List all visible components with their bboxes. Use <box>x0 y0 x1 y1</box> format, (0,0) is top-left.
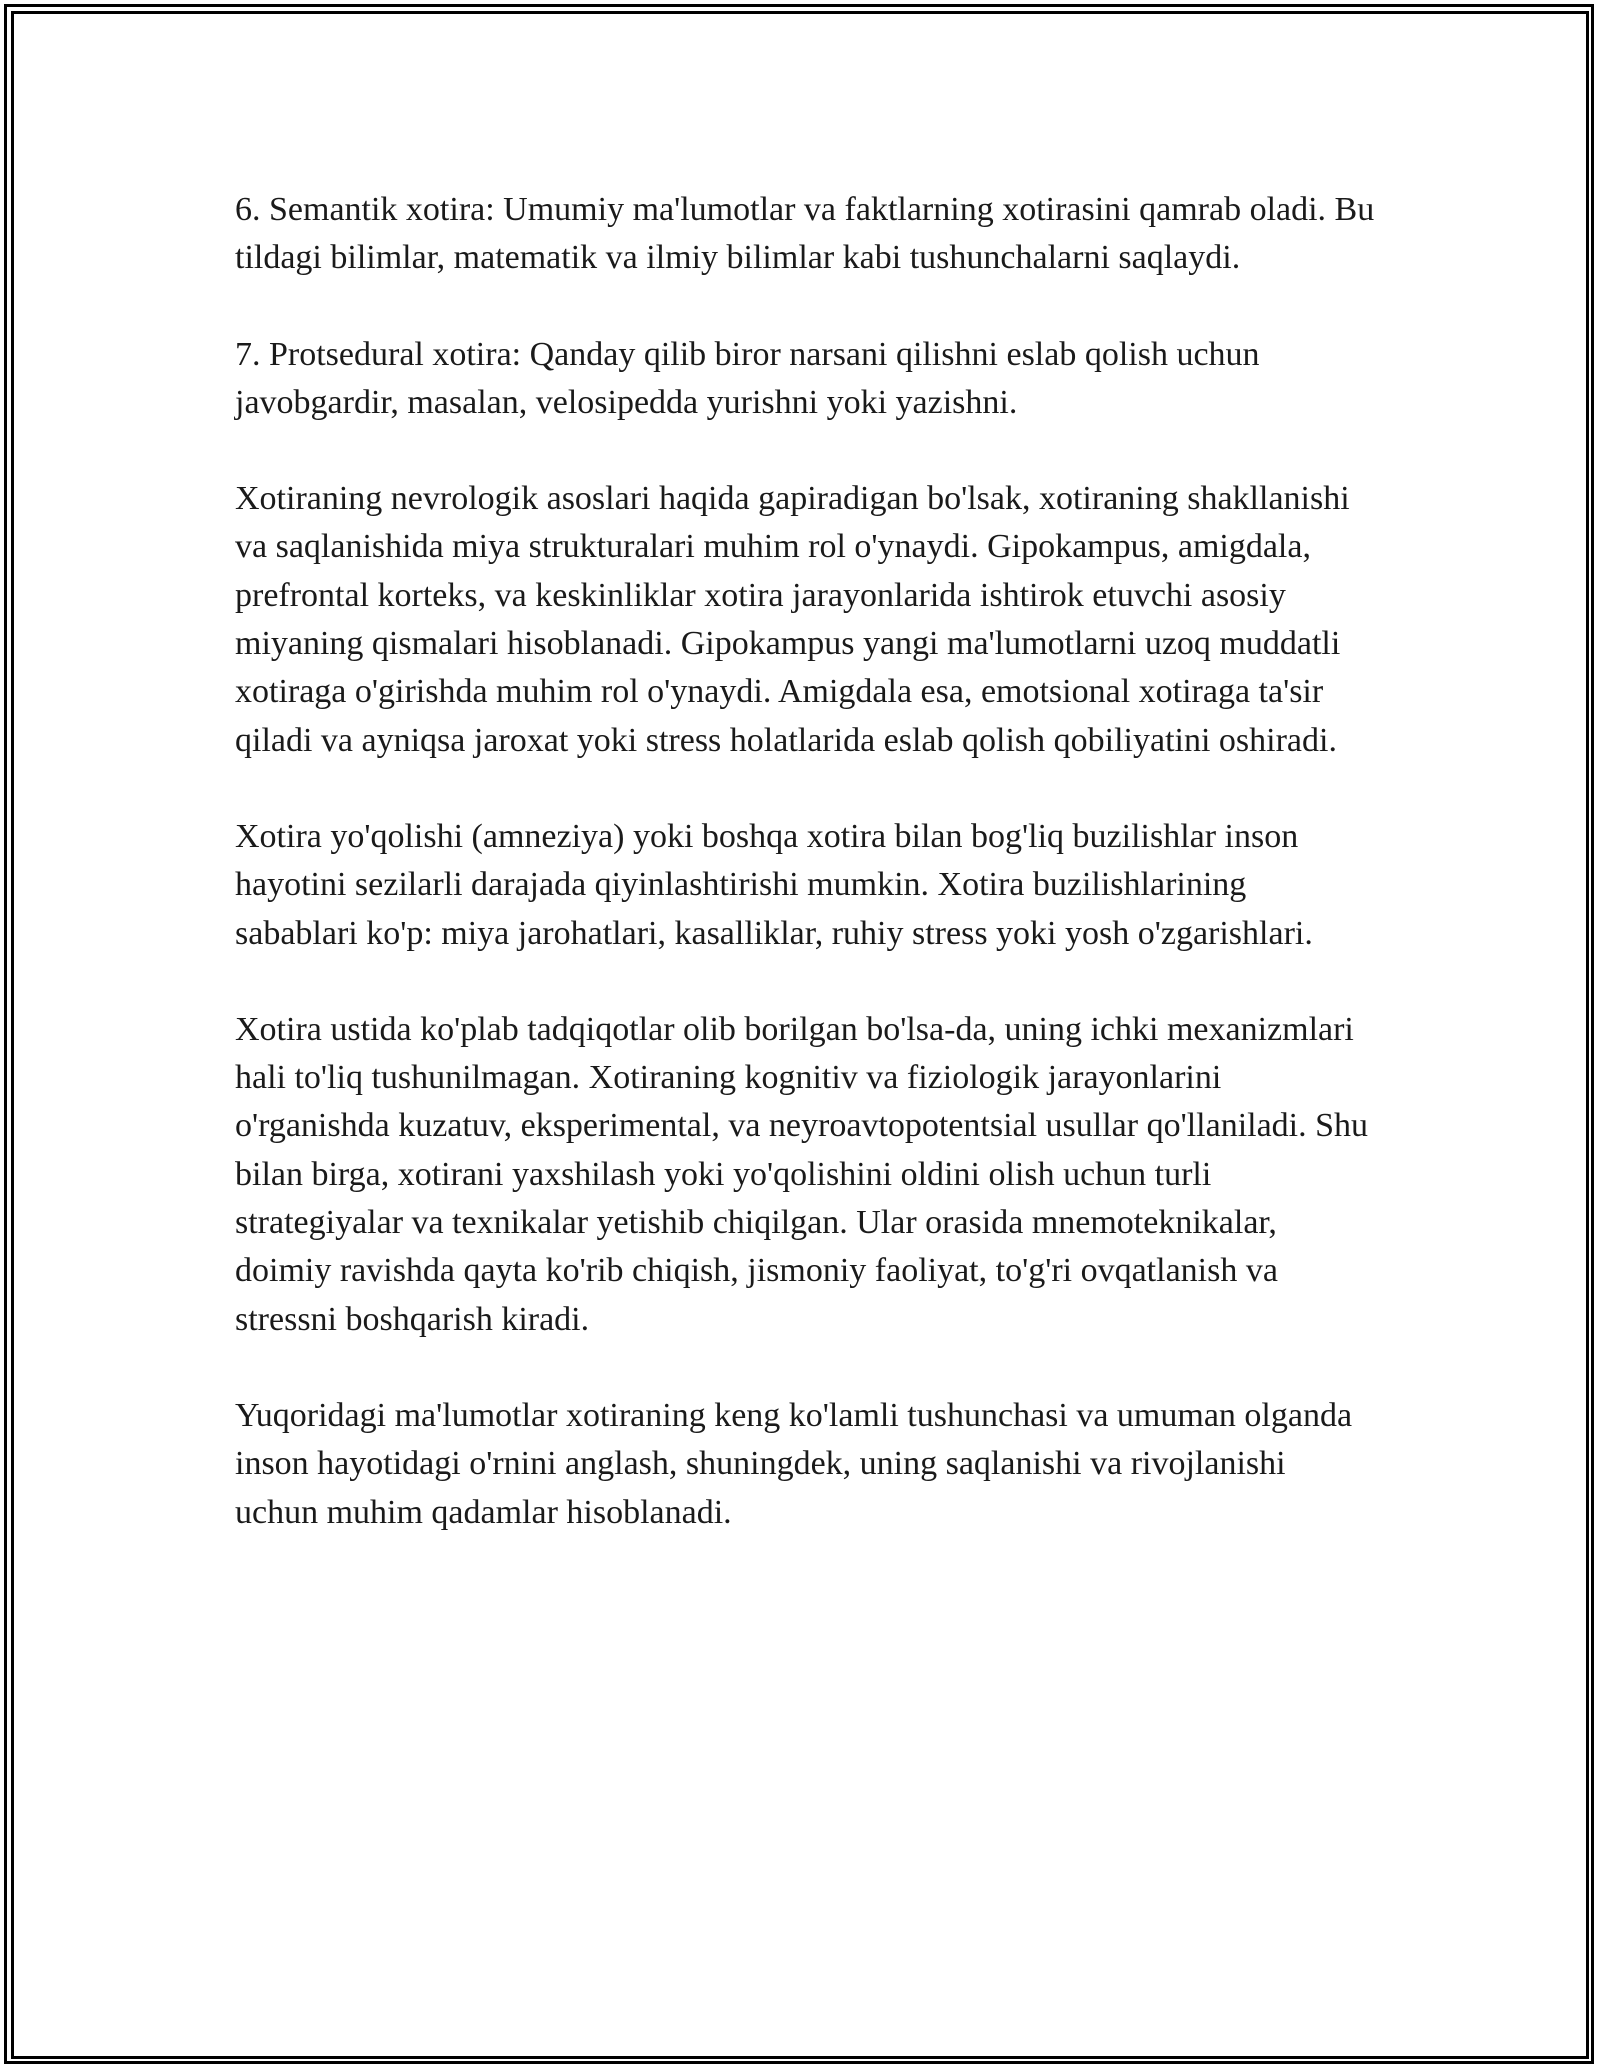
paragraph-research: Xotira ustida ko'plab tadqiqotlar olib borilgan bo'lsa-da, uning ichki mexanizmlari hali to'liq tushunilmagan. Xotiraning kognitiv va fiziologik jarayonlarini o'rganishda kuzatuv, eksperimental, va neyroavtopotentsial usullar qo'llaniladi. Shu bilan birga, xotirani yaxshilash yoki yo'qolishini oldini olish uchun turli strategiyalar va texnikalar yetishib chiqilgan. Ular orasida mnemoteknikalar, doimiy ravishda qayta ko'rib chiqish, jismoniy faoliyat, to'g'ri ovqatlanish va stressni boshqarish kiradi. <box>235 1010 1369 1338</box>
paragraph-amnesia: Xotira yo'qolishi (amneziya) yoki boshqa xotira bilan bog'liq buzilishlar inson hayotini sezilarli darajada qiyinlashtirishi mumkin. Xotira buzilishlarining sabablari ko'p: miya jarohatlari, kasalliklar, ruhiy stress yoki yosh o'zgarishlari. <box>235 817 1313 952</box>
document-body <box>235 186 1375 1585</box>
paragraph-conclusion: Yuqoridagi ma'lumotlar xotiraning keng ko'lamli tushunchasi va umuman olganda inson hayotidagi o'rnini anglash, shuningdek, uning saqlanishi va rivojlanishi uchun muhim qadamlar hisoblanadi. <box>235 1396 1353 1531</box>
paragraph-procedural-memory: 7. Protsedural xotira: Qanday qilib biror narsani qilishni eslab qolish uchun javobgardir, masalan, velosipedda yurishni yoki yazishni. <box>235 335 1260 421</box>
paragraph-neurological-basis: Xotiraning nevrologik asoslari haqida gapiradigan bo'lsak, xotiraning shakllanishi va saqlanishida miya strukturalari muhim rol o'ynaydi. Gipokampus, amigdala, prefrontal korteks, va keskinliklar xotira jarayonlarida ishtirok etuvchi asosiy miyaning qismalari hisoblanadi. Gipokampus yangi ma'lumotlarni uzoq muddatli xotiraga o'girishda muhim rol o'ynaydi. Amigdala esa, emotsional xotiraga ta'sir qiladi va ayniqsa jaroxat yoki stress holatlarida eslab qolish qobiliyatini oshiradi. <box>235 480 1350 759</box>
paragraph-semantic-memory: 6. Semantik xotira: Umumiy ma'lumotlar va faktlarning xotirasini qamrab oladi. Bu tildagi bilimlar, matematik va ilmiy bilimlar kabi tushunchalarni saqlaydi. <box>235 191 1375 277</box>
